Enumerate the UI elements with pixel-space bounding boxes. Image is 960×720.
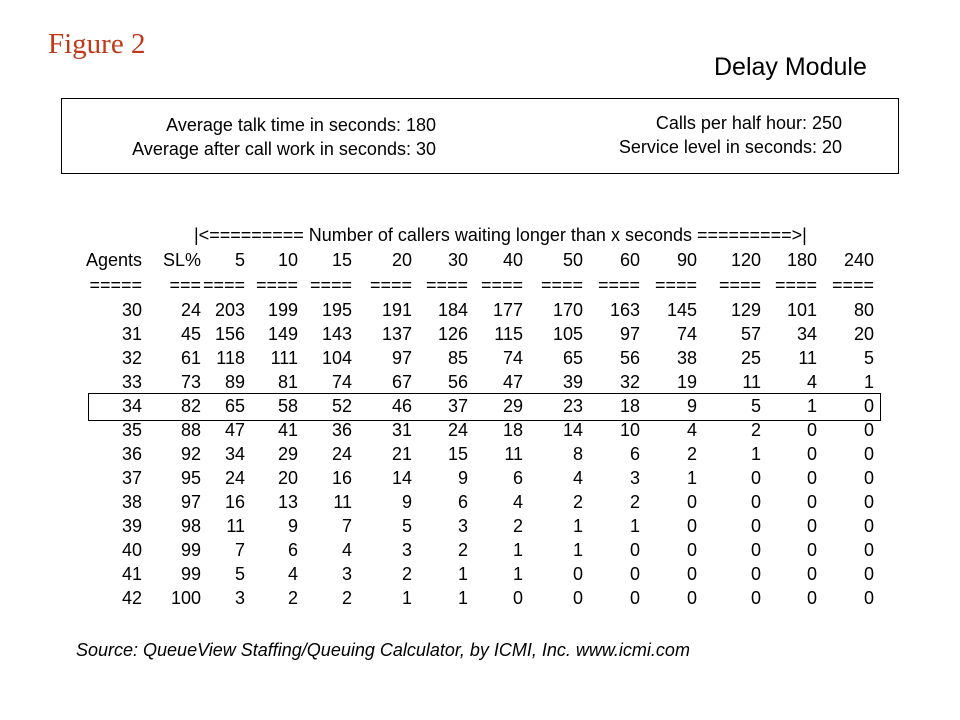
table-cell: 2 xyxy=(341,588,352,608)
table-cell: 23 xyxy=(562,396,583,416)
table-cell: 31 xyxy=(121,324,142,344)
table-cell: 0 xyxy=(863,492,874,512)
table-row xyxy=(0,540,960,564)
table-cell: 0 xyxy=(806,588,817,608)
table-cell: 80 xyxy=(853,300,874,320)
table-cell: 0 xyxy=(863,468,874,488)
table-row xyxy=(0,588,960,612)
table-cell: 30 xyxy=(121,300,142,320)
table-cell: 0 xyxy=(806,492,817,512)
table-cell: 61 xyxy=(180,348,201,368)
source-note: Source: QueueView Staffing/Queuing Calculator, by ICMI, Inc. www.icmi.com xyxy=(76,640,690,660)
table-cell: 1 xyxy=(401,588,412,608)
table-cell: 104 xyxy=(321,348,352,368)
table-cell: 0 xyxy=(629,588,640,608)
column-header: Agents xyxy=(85,250,142,270)
separator: ==== xyxy=(255,275,298,295)
table-cell: 0 xyxy=(863,564,874,584)
table-cell: 0 xyxy=(686,516,697,536)
table-cell: 21 xyxy=(391,444,412,464)
table-cell: 18 xyxy=(619,396,640,416)
table-cell: 0 xyxy=(686,588,697,608)
separator-row xyxy=(0,275,960,299)
table-cell: 0 xyxy=(686,564,697,584)
table-cell: 16 xyxy=(224,492,245,512)
separator: ==== xyxy=(654,275,697,295)
table-cell: 7 xyxy=(341,516,352,536)
table-row xyxy=(0,468,960,492)
column-header: 20 xyxy=(391,250,412,270)
table-cell: 13 xyxy=(277,492,298,512)
table-cell: 0 xyxy=(863,540,874,560)
table-cell: 34 xyxy=(224,444,245,464)
table-cell: 2 xyxy=(401,564,412,584)
table-cell: 3 xyxy=(234,588,245,608)
separator: ==== xyxy=(309,275,352,295)
table-cell: 9 xyxy=(457,468,468,488)
table-cell: 24 xyxy=(331,444,352,464)
separator: ==== xyxy=(425,275,468,295)
calls-param: Calls per half hour: 250 xyxy=(655,113,842,133)
table-cell: 65 xyxy=(224,396,245,416)
separator: ===== xyxy=(89,275,142,295)
table-cell: 5 xyxy=(863,348,874,368)
table-cell: 20 xyxy=(853,324,874,344)
table-cell: 98 xyxy=(180,516,201,536)
table-row xyxy=(0,516,960,540)
table-cell: 1 xyxy=(750,444,761,464)
table-cell: 4 xyxy=(287,564,298,584)
separator: ==== xyxy=(202,275,245,295)
table-cell: 126 xyxy=(437,324,468,344)
table-cell: 3 xyxy=(401,540,412,560)
separator: ==== xyxy=(369,275,412,295)
table-cell: 58 xyxy=(277,396,298,416)
table-banner: |<========= Number of callers waiting longer than x seconds =========>| xyxy=(194,225,807,245)
table-cell: 37 xyxy=(447,396,468,416)
table-header-row xyxy=(0,250,960,274)
table-cell: 0 xyxy=(863,396,874,416)
table-cell: 0 xyxy=(806,468,817,488)
table-cell: 92 xyxy=(180,444,201,464)
table-cell: 1 xyxy=(572,540,583,560)
table-cell: 9 xyxy=(686,396,697,416)
table-cell: 1 xyxy=(457,588,468,608)
table-cell: 0 xyxy=(750,468,761,488)
table-cell: 67 xyxy=(391,372,412,392)
table-row xyxy=(0,324,960,348)
separator: ==== xyxy=(597,275,640,295)
table-cell: 3 xyxy=(457,516,468,536)
table-cell: 184 xyxy=(437,300,468,320)
table-cell: 0 xyxy=(512,588,523,608)
table-cell: 24 xyxy=(224,468,245,488)
table-cell: 11 xyxy=(798,348,817,368)
table-cell: 29 xyxy=(277,444,298,464)
service-level-param: Service level in seconds: 20 xyxy=(618,137,842,157)
table-cell: 0 xyxy=(750,516,761,536)
column-header: 50 xyxy=(562,250,583,270)
table-cell: 31 xyxy=(391,420,412,440)
table-cell: 95 xyxy=(180,468,201,488)
table-cell: 35 xyxy=(121,420,142,440)
table-row xyxy=(0,444,960,468)
table-cell: 195 xyxy=(321,300,352,320)
table-cell: 2 xyxy=(686,444,697,464)
table-cell: 0 xyxy=(629,540,640,560)
table-cell: 1 xyxy=(512,540,523,560)
module-title: Delay Module xyxy=(714,53,867,81)
table-cell: 33 xyxy=(121,372,142,392)
table-cell: 0 xyxy=(750,540,761,560)
table-cell: 0 xyxy=(629,564,640,584)
table-cell: 25 xyxy=(740,348,761,368)
table-cell: 45 xyxy=(180,324,201,344)
table-cell: 115 xyxy=(494,324,523,344)
table-cell: 199 xyxy=(267,300,298,320)
table-cell: 0 xyxy=(806,564,817,584)
table-cell: 36 xyxy=(121,444,142,464)
table-cell: 143 xyxy=(321,324,352,344)
table-cell: 4 xyxy=(572,468,583,488)
column-header: 240 xyxy=(843,250,874,270)
table-cell: 38 xyxy=(121,492,142,512)
table-cell: 0 xyxy=(572,564,583,584)
table-cell: 0 xyxy=(863,444,874,464)
column-header: SL% xyxy=(162,250,201,270)
table-row xyxy=(0,564,960,588)
table-cell: 11 xyxy=(333,492,352,512)
table-cell: 145 xyxy=(666,300,697,320)
table-cell: 52 xyxy=(331,396,352,416)
table-cell: 24 xyxy=(447,420,468,440)
table-cell: 9 xyxy=(287,516,298,536)
parameters-box xyxy=(61,98,899,174)
table-cell: 32 xyxy=(121,348,142,368)
talk-time-param: Average talk time in seconds: 180 xyxy=(166,115,436,135)
column-header: 40 xyxy=(502,250,523,270)
table-cell: 149 xyxy=(267,324,298,344)
separator: ==== xyxy=(774,275,817,295)
table-cell: 118 xyxy=(216,348,245,368)
table-cell: 0 xyxy=(863,588,874,608)
table-cell: 40 xyxy=(121,540,142,560)
table-cell: 1 xyxy=(863,372,874,392)
table-cell: 99 xyxy=(180,564,201,584)
table-cell: 100 xyxy=(170,588,201,608)
table-cell: 0 xyxy=(863,516,874,536)
table-cell: 2 xyxy=(512,516,523,536)
table-cell: 1 xyxy=(806,396,817,416)
column-header: 180 xyxy=(786,250,817,270)
table-cell: 4 xyxy=(512,492,523,512)
after-call-work-param: Average after call work in seconds: 30 xyxy=(132,139,436,159)
table-cell: 82 xyxy=(180,396,201,416)
table-cell: 47 xyxy=(224,420,245,440)
table-cell: 34 xyxy=(796,324,817,344)
table-cell: 5 xyxy=(750,396,761,416)
column-header: 15 xyxy=(331,250,352,270)
table-cell: 0 xyxy=(750,492,761,512)
table-cell: 74 xyxy=(502,348,523,368)
table-cell: 14 xyxy=(391,468,412,488)
table-cell: 156 xyxy=(214,324,245,344)
table-cell: 11 xyxy=(504,444,523,464)
table-cell: 163 xyxy=(609,300,640,320)
table-cell: 6 xyxy=(629,444,640,464)
table-cell: 24 xyxy=(180,300,201,320)
table-cell: 0 xyxy=(750,564,761,584)
table-cell: 5 xyxy=(234,564,245,584)
table-cell: 4 xyxy=(806,372,817,392)
separator: ==== xyxy=(540,275,583,295)
table-cell: 129 xyxy=(730,300,761,320)
table-cell: 0 xyxy=(686,492,697,512)
table-cell: 18 xyxy=(502,420,523,440)
figure-label: Figure 2 xyxy=(48,28,146,60)
table-cell: 74 xyxy=(331,372,352,392)
table-cell: 0 xyxy=(572,588,583,608)
column-header: 90 xyxy=(676,250,697,270)
table-row xyxy=(0,348,960,372)
table-cell: 2 xyxy=(457,540,468,560)
table-cell: 0 xyxy=(806,540,817,560)
table-row xyxy=(0,420,960,444)
table-cell: 32 xyxy=(619,372,640,392)
table-cell: 29 xyxy=(502,396,523,416)
table-cell: 191 xyxy=(381,300,412,320)
table-cell: 4 xyxy=(341,540,352,560)
column-header: 60 xyxy=(619,250,640,270)
separator: ==== xyxy=(718,275,761,295)
table-cell: 42 xyxy=(121,588,142,608)
table-cell: 11 xyxy=(742,372,761,392)
table-cell: 89 xyxy=(224,372,245,392)
table-cell: 97 xyxy=(180,492,201,512)
table-cell: 2 xyxy=(572,492,583,512)
table-cell: 4 xyxy=(686,420,697,440)
table-cell: 3 xyxy=(341,564,352,584)
table-cell: 14 xyxy=(562,420,583,440)
table-cell: 20 xyxy=(277,468,298,488)
column-header: 30 xyxy=(447,250,468,270)
table-cell: 105 xyxy=(552,324,583,344)
table-cell: 0 xyxy=(686,540,697,560)
column-header: 5 xyxy=(234,250,245,270)
table-cell: 73 xyxy=(180,372,201,392)
table-cell: 1 xyxy=(457,564,468,584)
table-cell: 47 xyxy=(502,372,523,392)
column-header: 120 xyxy=(730,250,761,270)
table-cell: 0 xyxy=(806,444,817,464)
table-cell: 0 xyxy=(806,420,817,440)
table-row xyxy=(0,492,960,516)
table-cell: 5 xyxy=(401,516,412,536)
table-cell: 1 xyxy=(686,468,697,488)
table-cell: 1 xyxy=(572,516,583,536)
table-cell: 56 xyxy=(619,348,640,368)
table-cell: 74 xyxy=(676,324,697,344)
table-cell: 16 xyxy=(331,468,352,488)
table-cell: 0 xyxy=(806,516,817,536)
table-cell: 15 xyxy=(447,444,468,464)
table-cell: 2 xyxy=(287,588,298,608)
table-cell: 97 xyxy=(391,348,412,368)
table-cell: 111 xyxy=(270,348,298,368)
column-header: 10 xyxy=(277,250,298,270)
table-cell: 36 xyxy=(331,420,352,440)
table-cell: 57 xyxy=(740,324,761,344)
table-cell: 7 xyxy=(234,540,245,560)
table-cell: 6 xyxy=(287,540,298,560)
table-cell: 8 xyxy=(572,444,583,464)
table-cell: 6 xyxy=(457,492,468,512)
table-cell: 65 xyxy=(562,348,583,368)
table-cell: 39 xyxy=(562,372,583,392)
table-cell: 37 xyxy=(121,468,142,488)
table-cell: 88 xyxy=(180,420,201,440)
table-cell: 1 xyxy=(629,516,640,536)
table-cell: 10 xyxy=(619,420,640,440)
table-cell: 97 xyxy=(619,324,640,344)
table-cell: 6 xyxy=(512,468,523,488)
table-cell: 85 xyxy=(447,348,468,368)
table-cell: 38 xyxy=(676,348,697,368)
table-cell: 0 xyxy=(863,420,874,440)
table-cell: 46 xyxy=(391,396,412,416)
highlighted-row-box xyxy=(88,393,881,421)
table-cell: 177 xyxy=(492,300,523,320)
table-cell: 41 xyxy=(121,564,142,584)
table-row xyxy=(0,300,960,324)
table-cell: 9 xyxy=(401,492,412,512)
table-cell: 0 xyxy=(750,588,761,608)
table-cell: 11 xyxy=(226,516,245,536)
table-cell: 1 xyxy=(512,564,523,584)
table-cell: 99 xyxy=(180,540,201,560)
table-cell: 2 xyxy=(629,492,640,512)
table-cell: 170 xyxy=(552,300,583,320)
table-cell: 3 xyxy=(629,468,640,488)
table-cell: 137 xyxy=(381,324,412,344)
table-cell: 56 xyxy=(447,372,468,392)
table-cell: 101 xyxy=(786,300,817,320)
separator: === xyxy=(169,275,201,295)
table-cell: 2 xyxy=(750,420,761,440)
separator: ==== xyxy=(831,275,874,295)
table-cell: 81 xyxy=(277,372,298,392)
separator: ==== xyxy=(480,275,523,295)
table-cell: 34 xyxy=(121,396,142,416)
table-cell: 39 xyxy=(121,516,142,536)
table-cell: 203 xyxy=(214,300,245,320)
table-cell: 19 xyxy=(676,372,697,392)
table-cell: 41 xyxy=(277,420,298,440)
